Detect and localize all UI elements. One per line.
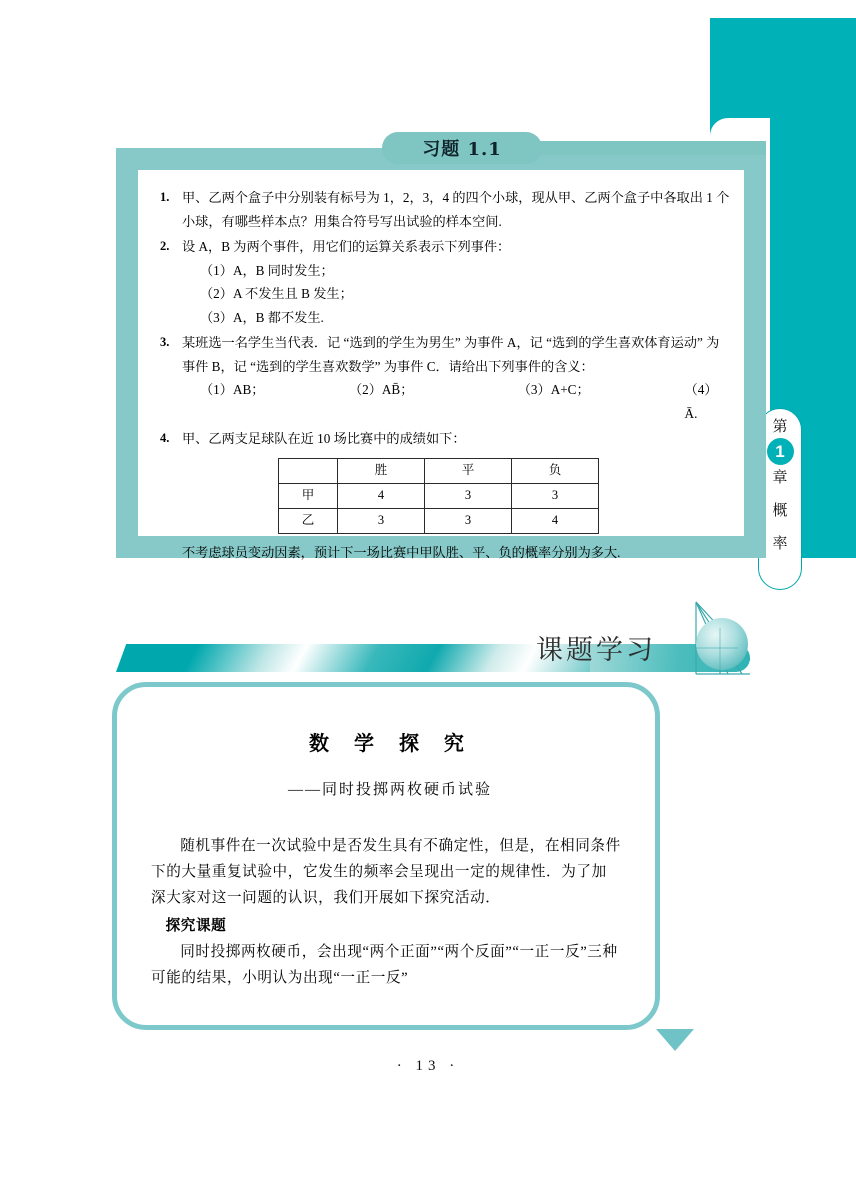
- exercise-item-4: [160, 427, 730, 564]
- page-number: · 13 ·: [396, 1058, 460, 1074]
- exercise-item-1: [160, 186, 730, 233]
- exercise-item-3-sub-1: （1）AB；: [200, 382, 265, 397]
- globe-icon: [676, 598, 786, 690]
- study-paragraph-1: 随机事件在一次试验中是否发生具有不确定性，但是，在相同条件下的大量重复试验中，它发生的频率会呈现出一定的规律性．为了加深大家对这一问题的认识，我们开展如下探究活动．: [151, 838, 621, 906]
- exercise-item-2-sub-2: （2）A 不发生且 B 发生；: [200, 286, 353, 301]
- exercise-item-1-text: 甲、乙两个盒子中分别装有标号为 1，2，3，4 的四个小球，现从甲、乙两个盒子中各取出 1 个小球，有哪些样本点？用集合符号写出试验的样本空间.: [182, 190, 730, 229]
- chapter-tab-number: 1: [767, 438, 794, 465]
- chapter-tab-name-char-1: 概: [772, 501, 788, 519]
- match-results-table: [278, 458, 599, 534]
- chapter-tab-unit: 章: [772, 468, 788, 486]
- exercise-item-2-sub-3: （3）A，B 都不发生.: [200, 309, 324, 325]
- exercise-item-3-text: 某班选一名学生当代表．记 “选到的学生为男生” 为事件 A，记 “选到的学生喜欢体育运动” 为事件 B，记 “选到的学生喜欢数学” 为事件 C．请给出下列事件的含义：: [182, 335, 720, 374]
- study-section-label: 探究课题: [165, 918, 227, 934]
- study-heading: 数 学 探 究: [309, 731, 473, 755]
- table-row: [279, 508, 599, 533]
- study-inner: [117, 687, 655, 991]
- exercise-section: [116, 139, 766, 560]
- exercise-item-3-number: 3.: [160, 335, 170, 349]
- table-row-2-draw: 3: [425, 508, 512, 533]
- table-header-loss: 负: [512, 458, 599, 483]
- table-header-draw: 平: [425, 458, 512, 483]
- exercise-item-1-number: 1.: [160, 190, 170, 204]
- table-header-win: 胜: [338, 458, 425, 483]
- exercise-item-3: [160, 331, 730, 425]
- study-subheading: ——同时投掷两枚硬币试验: [287, 782, 492, 798]
- table-row-1-loss: 3: [512, 483, 599, 508]
- exercise-item-4-number: 4.: [160, 431, 170, 445]
- table-row-1-win: 4: [338, 483, 425, 508]
- exercise-item-3-sub-2: （2）AB̄；: [348, 382, 414, 397]
- table-row-1-draw: 3: [425, 483, 512, 508]
- chapter-tab-name-char-2: 率: [772, 534, 788, 552]
- exercise-item-3-sub-3: （3）A+C；: [517, 382, 590, 397]
- exercise-title: 习题 1.1: [382, 132, 542, 164]
- chapter-tab-prefix: 第: [772, 417, 788, 435]
- study-content-box: [112, 682, 660, 1030]
- table-header-row: [279, 458, 599, 483]
- table-row: [279, 483, 599, 508]
- study-paragraph-2: 同时投掷两枚硬币，会出现“两个正面”“两个反面”“一正一反”三种可能的结果，小明认为出现“一正一反”: [151, 944, 618, 986]
- exercise-list: [160, 186, 730, 566]
- exercise-item-2-sub-1: （1）A，B 同时发生；: [200, 262, 334, 278]
- banner-label: 课题学习: [536, 635, 656, 666]
- table-row-2-loss: 4: [512, 508, 599, 533]
- exercise-item-4-text: 甲、乙两支足球队在近 10 场比赛中的成绩如下：: [182, 431, 466, 446]
- continuation-arrow-icon: [656, 1029, 694, 1051]
- exercise-item-2-text: 设 A，B 为两个事件，用它们的运算关系表示下列事件：: [182, 239, 511, 254]
- exercise-item-2-number: 2.: [160, 239, 170, 253]
- table-row-2-win: 3: [338, 508, 425, 533]
- exercise-item-3-sub-row: [182, 378, 730, 425]
- table-header-corner: [279, 458, 338, 483]
- exercise-item-4-note: 不考虑球员变动因素，预计下一场比赛中甲队胜、平、负的概率分别为多大.: [182, 544, 621, 560]
- exercise-item-2: [160, 235, 730, 329]
- exercise-item-3-sub-4: （4）Ā.: [684, 382, 718, 421]
- table-row-2-label: 乙: [279, 508, 338, 533]
- table-row-1-label: 甲: [279, 483, 338, 508]
